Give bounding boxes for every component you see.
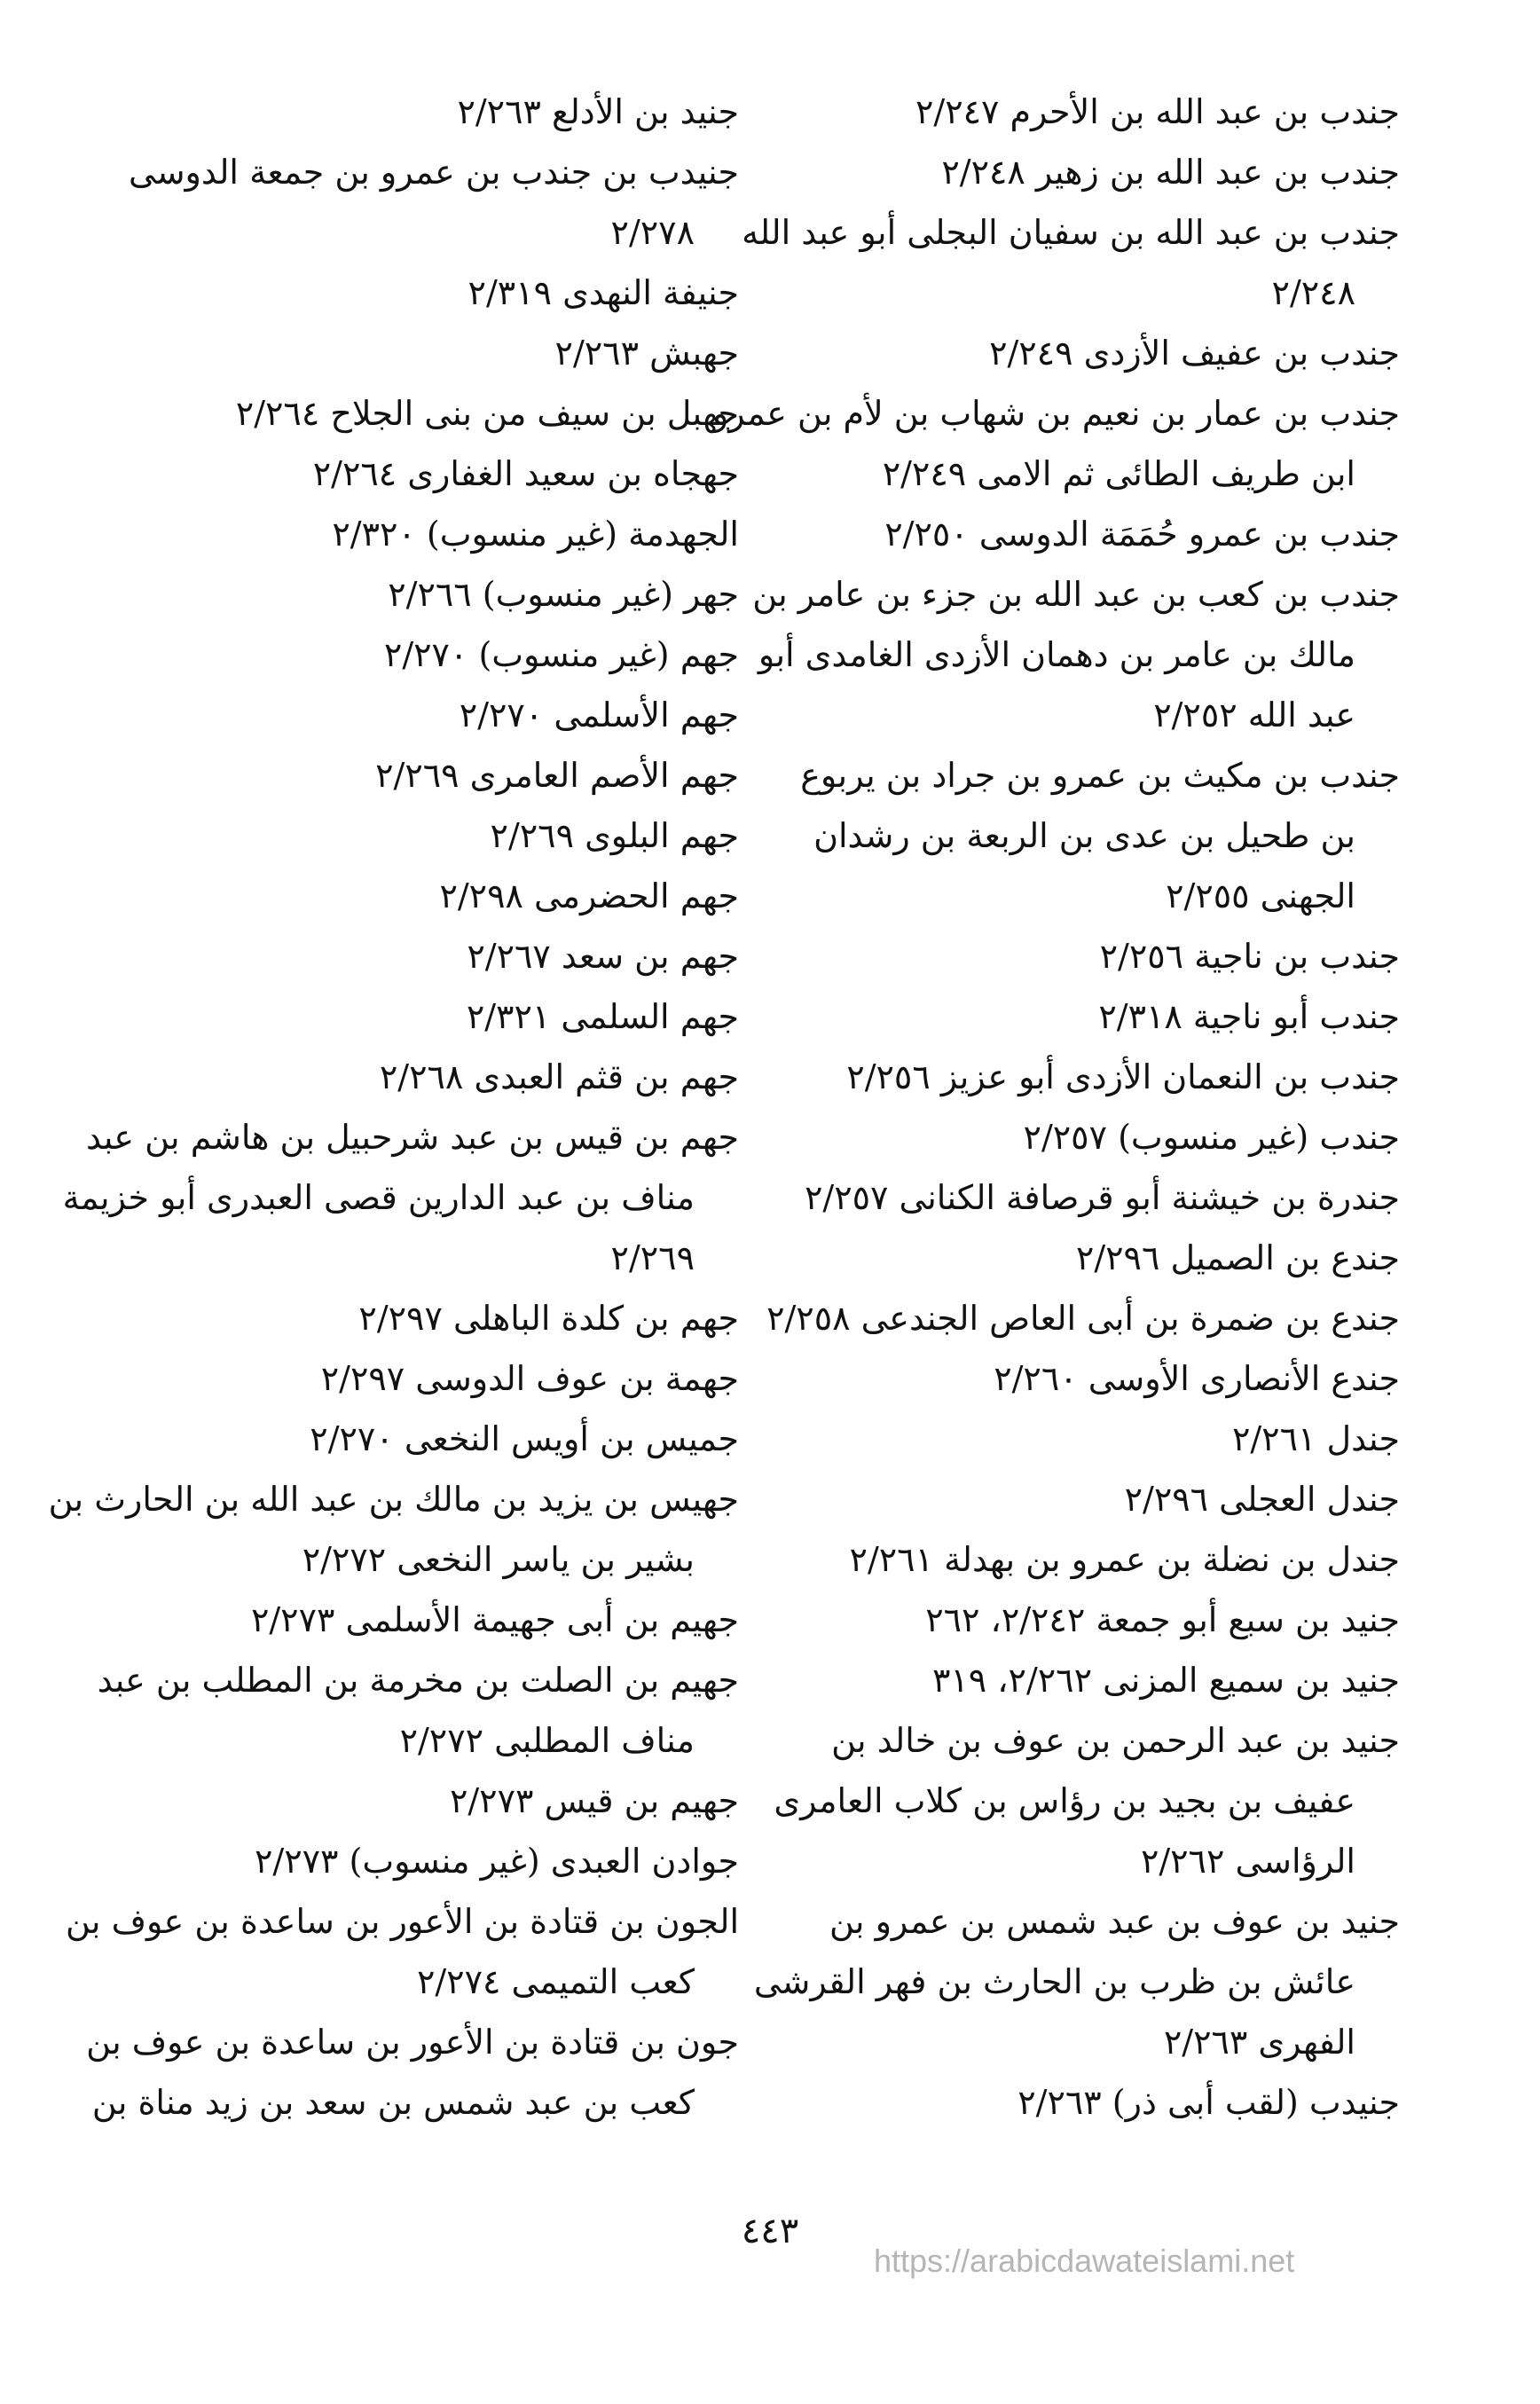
index-entry-continuation: الفهرى ٢/٢٦٣ (1163, 2023, 1355, 2062)
index-entry-line: الجون بن قتادة بن الأعور بن ساعدة بن عوف بن (66, 1902, 739, 1941)
index-entry-line: جندل ٢/٢٦١ (1231, 1419, 1400, 1458)
index-entry-line: جهم البلوى ٢/٢٦٩ (490, 816, 739, 855)
index-entry-continuation: كعب التميمى ٢/٢٧٤ (416, 1962, 695, 2001)
index-entry (797, 1228, 1400, 1288)
index-entry-line: جندب بن عمرو حُمَمَة الدوسى ٢/٢٥٠ (884, 515, 1400, 554)
index-entry (47, 504, 739, 564)
index-entry (47, 625, 739, 685)
index-entry-line: جهمة بن عوف الدوسى ٢/٢٩٧ (320, 1359, 739, 1398)
index-entry (47, 142, 739, 263)
index-entry-line: جهم الأصم العامرى ٢/٢٦٩ (375, 756, 739, 795)
index-entry-continuation: ٢/٢٧٨ (610, 213, 695, 252)
index-entry-line: جهم بن سعد ٢/٢٦٧ (467, 937, 739, 976)
index-entry-line: جهم السلمى ٢/٣٢١ (466, 997, 739, 1036)
index-entry-line: جميس بن أويس النخعى ٢/٢٧٠ (310, 1419, 739, 1458)
index-entry-line: جنيد بن الأدلع ٢/٢٦٣ (457, 92, 739, 131)
index-entry (47, 1771, 739, 1831)
index-entry (742, 202, 1400, 323)
index-entry-line: جندب بن عمار بن نعيم بن شهاب بن لأم بن عمرو (711, 394, 1400, 433)
index-entry (797, 1107, 1400, 1167)
index-entry (797, 1409, 1400, 1469)
index-entry-line: جهبش ٢/٢٦٣ (554, 334, 739, 373)
index-entry-line: جنيد بن عبد الرحمن بن عوف بن خالد بن (831, 1721, 1400, 1760)
index-entry (47, 564, 739, 625)
index-entry-line: جهيم بن أبى جهيمة الأسلمى ٢/٢٧٣ (250, 1600, 739, 1639)
index-entry (797, 1650, 1400, 1710)
index-entry-continuation: عبد الله ٢/٢٥٢ (1153, 695, 1355, 735)
index-entry-line: جنيد بن سميع المزنى ٢/٢٦٢، ٣١٩ (931, 1661, 1400, 1700)
index-entry-line: جوادن العبدى (غير منسوب) ٢/٢٧٣ (255, 1842, 739, 1881)
index-entry (711, 383, 1400, 504)
index-entry-line: جهجاه بن سعيد الغفارى ٢/٢٦٤ (312, 454, 739, 493)
index-entry (753, 1891, 1400, 2072)
index-entry-line: جهم الأسلمى ٢/٢٧٠ (459, 695, 739, 735)
index-entry-line: جندل بن نضلة بن عمرو بن بهدلة ٢/٢٦١ (849, 1540, 1400, 1579)
index-entry (797, 1590, 1400, 1650)
index-entry-continuation: مالك بن عامر بن دهمان الأزدى الغامدى أبو (758, 635, 1355, 674)
index-entry (797, 82, 1400, 142)
index-entry-line: جندب بن كعب بن عبد الله بن جزء بن عامر بن (752, 575, 1400, 614)
index-entry-line: جنيفة النهدى ٢/٣١٩ (468, 273, 739, 312)
index-entry (47, 1891, 739, 2012)
index-entry-line: جهبل بن سيف من بنى الجلاح ٢/٢٦٤ (235, 394, 739, 433)
index-entry-line: جهم (غير منسوب) ٢/٢٧٠ (383, 635, 739, 674)
index-entry-continuation: بن طحيل بن عدى بن الربعة بن رشدان (813, 816, 1355, 855)
index-entry-continuation: الرؤاسى ٢/٢٦٢ (1140, 1842, 1355, 1881)
index-entry-continuation: عفيف بن بجيد بن رؤاس بن كلاب العامرى (774, 1781, 1355, 1820)
index-entry-line: جندب بن مكيث بن عمرو بن جراد بن يربوع (800, 756, 1400, 795)
index-entry-continuation: عائش بن ظرب بن الحارث بن فهر القرشى (753, 1962, 1355, 2001)
index-entry-line: جندب بن عبد الله بن زهير ٢/٢٤٨ (941, 153, 1400, 192)
index-entry (47, 866, 739, 926)
index-entry-line: جندب (غير منسوب) ٢/٢٥٧ (1023, 1118, 1400, 1157)
index-entry (47, 82, 739, 142)
page-number: ٤٤٣ (741, 2211, 799, 2251)
index-entry (47, 986, 739, 1047)
index-entry-line: جندب بن عبد الله بن سفيان البجلى أبو عبد الله (742, 213, 1400, 252)
index-entry (752, 564, 1400, 745)
index-entry-line: جون بن قتادة بن الأعور بن ساعدة بن عوف بن (86, 2023, 739, 2062)
watermark-url: https://arabicdawateislami.net (874, 2243, 1295, 2279)
index-entry (47, 1469, 739, 1590)
index-entry (47, 1650, 739, 1771)
index-entry (797, 1529, 1400, 1590)
index-entry (797, 323, 1400, 383)
index-entry (47, 1409, 739, 1469)
index-entry-line: جندب بن عفيف الأزدى ٢/٢٤٩ (989, 334, 1400, 373)
index-column-left (47, 82, 739, 2133)
index-entry-line: جندع الأنصارى الأوسى ٢/٢٦٠ (994, 1359, 1400, 1398)
index-entry-line: جهر (غير منسوب) ٢/٢٦٦ (388, 575, 739, 614)
index-entry (47, 263, 739, 323)
index-entry-line: جهم الحضرمى ٢/٢٩٨ (439, 876, 739, 915)
index-entry (797, 1469, 1400, 1529)
index-entry (47, 444, 739, 504)
index-column-right (711, 82, 1400, 2133)
index-entry (797, 926, 1400, 986)
index-entry-line: جندرة بن خيشنة أبو قرصافة الكنانى ٢/٢٥٧ (805, 1178, 1400, 1217)
index-entry (47, 745, 739, 805)
index-entry (797, 1348, 1400, 1409)
index-entry (47, 1348, 739, 1409)
index-entry-line: جهم بن كلدة الباهلى ٢/٢٩٧ (358, 1299, 739, 1338)
index-entry (766, 1288, 1400, 1348)
index-entry-line: جنيدب بن جندب بن عمرو بن جمعة الدوسى (129, 153, 739, 192)
index-entry (47, 1590, 739, 1650)
index-entry-line: جندع بن ضمرة بن أبى العاص الجندعى ٢/٢٥٨ (766, 1299, 1400, 1338)
index-entry-line: جندع بن الصميل ٢/٢٩٦ (1075, 1238, 1400, 1277)
index-entry-line: جهيم بن الصلت بن مخرمة بن المطلب بن عبد (97, 1661, 739, 1700)
index-entry-line: الجهدمة (غير منسوب) ٢/٣٢٠ (332, 515, 739, 554)
index-entry-line: جنيدب (لقب أبى ذر) ٢/٢٦٣ (1018, 2083, 1400, 2122)
index-entry (47, 1831, 739, 1891)
index-entry (797, 142, 1400, 202)
index-entry (797, 2072, 1400, 2133)
index-entry-line: جهم بن قيس بن عبد شرحبيل بن هاشم بن عبد (85, 1118, 739, 1157)
index-entry (797, 504, 1400, 564)
index-entry (47, 2012, 739, 2133)
index-entry-line: جنيد بن عوف بن عبد شمس بن عمرو بن (829, 1902, 1400, 1941)
index-entry (47, 685, 739, 745)
index-entry (797, 1047, 1400, 1107)
index-entry-line: جندب بن عبد الله بن الأحرم ٢/٢٤٧ (915, 92, 1400, 131)
index-entry-continuation: ٢/٢٤٨ (1271, 273, 1355, 312)
index-entry-continuation: مناف المطلبى ٢/٢٧٢ (399, 1721, 695, 1760)
index-entry-continuation: ٢/٢٦٩ (610, 1238, 695, 1277)
index-entry (47, 805, 739, 866)
index-entry (47, 383, 739, 444)
index-entry (797, 1167, 1400, 1228)
index-entry-continuation: الجهنى ٢/٢٥٥ (1166, 876, 1355, 915)
index-entry (797, 986, 1400, 1047)
index-entry (797, 745, 1400, 926)
index-entry-line: جهيس بن يزيد بن مالك بن عبد الله بن الحارث بن (48, 1480, 739, 1519)
index-entry-line: جنيد بن سبع أبو جمعة ٢/٢٤٢، ٢٦٢ (925, 1600, 1400, 1639)
index-entry-line: جندب أبو ناجية ٢/٣١٨ (1098, 997, 1400, 1036)
index-entry-line: جهم بن قثم العبدى ٢/٢٦٨ (379, 1057, 739, 1096)
index-entry-line: جندب بن النعمان الأزدى أبو عزيز ٢/٢٥٦ (846, 1057, 1400, 1096)
index-entry (47, 1107, 739, 1288)
index-entry-continuation: كعب بن عبد شمس بن سعد بن زيد مناة بن (91, 2083, 695, 2122)
index-entry-line: جندل العجلى ٢/٢٩٦ (1124, 1480, 1400, 1519)
index-entry (774, 1710, 1400, 1891)
index-entry (47, 323, 739, 383)
index-entry (47, 1288, 739, 1348)
index-entry-continuation: مناف بن عبد الدارين قصى العبدرى أبو خزيمة (62, 1178, 695, 1217)
index-entry (47, 1047, 739, 1107)
index-entry-continuation: ابن طريف الطائى ثم الامى ٢/٢٤٩ (882, 454, 1355, 493)
index-entry (47, 926, 739, 986)
index-entry-line: جهيم بن قيس ٢/٢٧٣ (449, 1781, 739, 1820)
index-entry-continuation: بشير بن ياسر النخعى ٢/٢٧٢ (302, 1540, 695, 1579)
index-entry-line: جندب بن ناجية ٢/٢٥٦ (1099, 937, 1400, 976)
